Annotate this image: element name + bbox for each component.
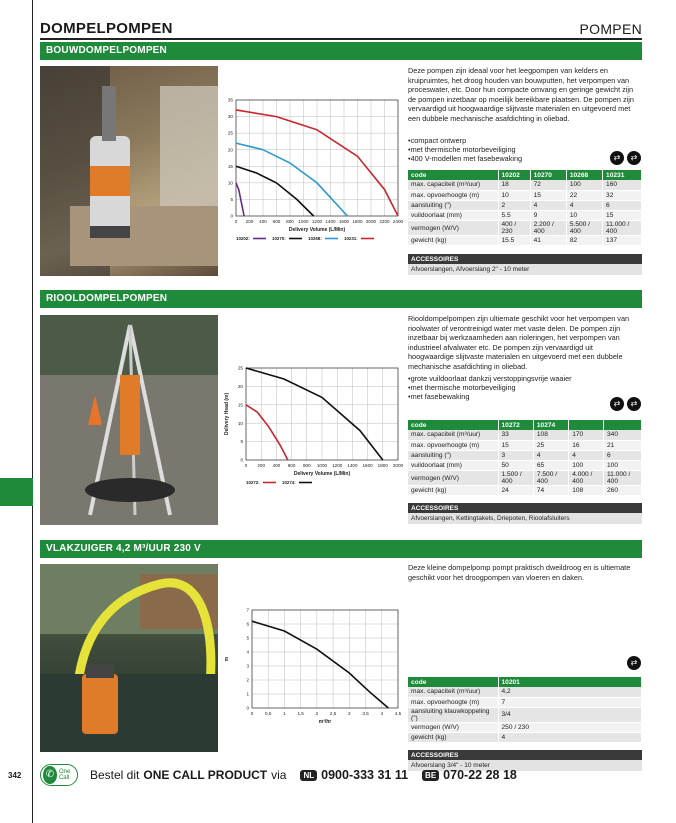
y-axis-label: Delivery Head (m) bbox=[224, 392, 230, 436]
y-tick-label: 0 bbox=[230, 213, 233, 219]
feature-item: • 400 V-modellen met fasebewaking bbox=[408, 154, 608, 163]
x-tick-label: 1200 bbox=[311, 219, 323, 224]
table-cell: 74 bbox=[533, 486, 568, 496]
table-cell: 15.5 bbox=[498, 236, 530, 246]
x-tick-label: 4 bbox=[380, 711, 384, 716]
x-tick-label: 1400 bbox=[347, 463, 358, 468]
legend-label: 10274: bbox=[282, 480, 296, 485]
via-text: via bbox=[271, 768, 287, 782]
table-cell: 250 / 230 bbox=[498, 722, 642, 732]
table-cell: 400 / 230 bbox=[498, 221, 530, 236]
table-cell: 11.000 / 400 bbox=[603, 221, 642, 236]
series-line-10201 bbox=[252, 621, 388, 708]
x-tick-label: 1800 bbox=[352, 219, 363, 224]
x-tick-label: 4,5 bbox=[394, 711, 402, 716]
table-cell: max. capaciteit (m³/uur) bbox=[408, 687, 498, 697]
table-row bbox=[408, 211, 642, 221]
table-cell: 9 bbox=[530, 211, 566, 221]
pump-pictogram-icon: ⇄ bbox=[627, 656, 641, 670]
pictogram-group bbox=[610, 397, 641, 411]
table-row bbox=[408, 471, 642, 486]
x-tick-label: 2 bbox=[315, 711, 319, 716]
pump-pictogram-icon: ⇄ bbox=[610, 397, 624, 411]
x-tick-label: 200 bbox=[257, 463, 266, 468]
table-cell: aansluiting (") bbox=[408, 200, 498, 210]
legend-label: 10268: bbox=[308, 236, 322, 241]
table-cell: 6 bbox=[604, 450, 642, 460]
table-header-cell bbox=[604, 420, 642, 430]
accessories-heading: ACCESSOIRES bbox=[408, 503, 642, 513]
y-tick-label: 10 bbox=[237, 420, 243, 426]
table-cell: gewicht (kg) bbox=[408, 236, 498, 246]
phone-icon: ✆ bbox=[43, 766, 57, 784]
table-cell: 41 bbox=[530, 236, 566, 246]
y-tick-label: 3 bbox=[246, 663, 249, 669]
table-cell: 2 bbox=[498, 200, 530, 210]
table-header-cell: 10270 bbox=[530, 170, 566, 180]
y-tick-label: 20 bbox=[227, 147, 233, 153]
table-cell: gewicht (kg) bbox=[408, 486, 498, 496]
table-cell: 15 bbox=[498, 440, 533, 450]
table-cell: vuildoorlaat (mm) bbox=[408, 461, 498, 471]
table-cell: gewicht (kg) bbox=[408, 733, 498, 743]
y-tick-label: 0 bbox=[246, 705, 249, 711]
order-text: Bestel dit bbox=[90, 768, 140, 782]
table-cell: 100 bbox=[604, 461, 642, 471]
y-tick-label: 30 bbox=[227, 114, 233, 120]
table-cell: max. opvoerhoogte (m) bbox=[408, 697, 498, 707]
feature-list bbox=[408, 374, 608, 401]
table-row bbox=[408, 707, 642, 722]
table-row bbox=[408, 200, 642, 210]
table-cell: 82 bbox=[566, 236, 602, 246]
y-tick-label: 4 bbox=[246, 649, 249, 655]
table-row bbox=[408, 697, 642, 707]
pictogram-group bbox=[627, 656, 641, 670]
table-row bbox=[408, 190, 642, 200]
y-tick-label: 2 bbox=[246, 677, 249, 683]
x-tick-label: 3,5 bbox=[362, 711, 369, 716]
x-tick-label: 2400 bbox=[392, 219, 404, 224]
table-header-cell: code bbox=[408, 420, 498, 430]
table-cell: 10 bbox=[498, 190, 530, 200]
x-tick-label: 2000 bbox=[365, 219, 377, 224]
table-cell: 33 bbox=[498, 430, 533, 440]
table-cell: 5.5 bbox=[498, 211, 530, 221]
series-line-10270 bbox=[236, 166, 314, 216]
legend-label: 10202: bbox=[236, 236, 250, 241]
table-cell: 7.500 / 400 bbox=[533, 471, 568, 486]
x-tick-label: 800 bbox=[302, 463, 311, 468]
table-cell: 22 bbox=[566, 190, 602, 200]
pump-pictogram-icon: ⇄ bbox=[610, 151, 624, 165]
table-cell: vermogen (W/V) bbox=[408, 722, 498, 732]
x-tick-label: 400 bbox=[272, 463, 281, 468]
table-cell: max. capaciteit (m³/uur) bbox=[408, 430, 498, 440]
table-cell: 10 bbox=[566, 211, 602, 221]
table-cell: 108 bbox=[569, 486, 604, 496]
spec-table-bouwdompelpompen bbox=[408, 170, 642, 246]
table-cell: 16 bbox=[569, 440, 604, 450]
x-tick-label: 1000 bbox=[298, 219, 309, 224]
table-cell: max. opvoerhoogte (m) bbox=[408, 190, 498, 200]
table-header-cell: 10272 bbox=[498, 420, 533, 430]
table-cell: 65 bbox=[533, 461, 568, 471]
accessories-list: Afvoerslangen, Afvoerslang 2" - 10 meter bbox=[408, 264, 642, 275]
phone-nl[interactable]: 0900-333 31 11 bbox=[321, 768, 409, 782]
logo-text: One Call bbox=[58, 769, 71, 781]
x-tick-label: 2,5 bbox=[329, 711, 337, 716]
table-row bbox=[408, 236, 642, 246]
y-tick-label: 7 bbox=[246, 607, 249, 613]
page-title: DOMPELPOMPEN bbox=[40, 20, 173, 37]
table-header-cell: 10201 bbox=[498, 677, 642, 687]
accessories-heading: ACCESSOIRES bbox=[408, 254, 642, 264]
legend-label: 10272: bbox=[246, 480, 260, 485]
table-cell: 4,2 bbox=[498, 687, 642, 697]
y-tick-label: 15 bbox=[237, 402, 243, 408]
feature-item: • grote vuildoorlaat dankzij verstoppingsvrije waaier bbox=[408, 374, 608, 383]
section-description: Riooldompelpompen zijn ultiemate geschikt voor het verpompen van rioolwater of verontreinigd water met vaste delen. De pompen zijn inzetbaar bij werkzaamheden aan rioleringen, het verpompen van industrieel afvalwater etc. De pompen zijn vervaardigd uit hoogwaardige slijtvaste materialen en uitgevoerd met een dubbele mechanische asafdichting in oliebad. bbox=[408, 314, 630, 371]
table-row bbox=[408, 221, 642, 236]
y-tick-label: 25 bbox=[227, 130, 233, 136]
section-description: Deze pompen zijn ideaal voor het leegpompen van kelders en kruipruimtes, het droog houden van bouwputten, het verpompen van proceswater, etc. Door hun compacte omvang en geringe gewicht zijn de pompen inzetbaar op moeilijk bereikbare plaatsen. De pompen zijn vervaardigd uit hoogwaardige slijtvaste materialen en uitgevoerd met een dubbele mechanische asafdichting in oliebad. bbox=[408, 66, 634, 123]
x-tick-label: 0,5 bbox=[265, 711, 272, 716]
x-tick-label: 1 bbox=[283, 711, 286, 716]
table-row bbox=[408, 180, 642, 190]
y-tick-label: 10 bbox=[227, 180, 233, 186]
chart-bouwdompelpompen bbox=[222, 94, 404, 254]
spec-table-riooldompelpompen bbox=[408, 420, 642, 496]
table-cell: 24 bbox=[498, 486, 533, 496]
table-header-cell: code bbox=[408, 677, 498, 687]
x-axis-label: Delivery Volume (L/Min) bbox=[293, 471, 351, 477]
table-cell: 2.200 / 400 bbox=[530, 221, 566, 236]
country-code-nl: NL bbox=[300, 770, 317, 781]
table-cell: aansluiting klauwkoppeling (") bbox=[408, 707, 498, 722]
table-row bbox=[408, 440, 642, 450]
x-tick-label: 1,5 bbox=[297, 711, 304, 716]
table-cell: 160 bbox=[603, 180, 642, 190]
y-tick-label: 25 bbox=[237, 365, 243, 371]
section-title-riooldompelpompen: RIOOLDOMPELPOMPEN bbox=[40, 290, 642, 308]
y-tick-label: 15 bbox=[227, 163, 233, 169]
table-cell: 340 bbox=[604, 430, 642, 440]
table-row bbox=[408, 722, 642, 732]
table-cell: 3/4 bbox=[498, 707, 642, 722]
table-row bbox=[408, 733, 642, 743]
x-tick-label: 1600 bbox=[338, 219, 350, 224]
chapter-tab bbox=[0, 478, 33, 506]
x-tick-label: 1200 bbox=[332, 463, 343, 468]
table-row bbox=[408, 450, 642, 460]
table-cell: 4 bbox=[569, 450, 604, 460]
table-cell: 4.000 / 400 bbox=[569, 471, 604, 486]
table-cell: 72 bbox=[530, 180, 566, 190]
table-cell: 4 bbox=[530, 200, 566, 210]
chart-riooldompelpompen bbox=[222, 362, 404, 492]
pictogram-group bbox=[610, 151, 641, 165]
x-tick-label: 1800 bbox=[377, 463, 388, 468]
product-photo-vlakzuiger bbox=[40, 564, 218, 752]
section-description: Deze kleine dompelpomp pompt praktisch dweildroog en is ultiemate geschikt voor het droogpompen van vloeren en daken. bbox=[408, 563, 631, 582]
page-number: 342 bbox=[8, 771, 22, 780]
y-tick-label: 0 bbox=[240, 457, 243, 463]
table-cell: 108 bbox=[533, 430, 568, 440]
table-cell: 4 bbox=[498, 733, 642, 743]
chart-vlakzuiger-svg bbox=[222, 604, 404, 736]
legend-label: 10270: bbox=[272, 236, 286, 241]
table-cell: 7 bbox=[498, 697, 642, 707]
table-header-cell bbox=[569, 420, 604, 430]
header-divider bbox=[40, 38, 642, 40]
y-axis-label: m bbox=[224, 656, 230, 662]
feature-item: • compact ontwerp bbox=[408, 136, 608, 145]
chart-riooldompelpompen-svg bbox=[222, 362, 404, 492]
table-cell: 18 bbox=[498, 180, 530, 190]
pump-pictogram-icon: ⇄ bbox=[627, 397, 641, 411]
table-cell: 100 bbox=[569, 461, 604, 471]
footer bbox=[40, 762, 517, 788]
x-tick-label: 1000 bbox=[316, 463, 328, 468]
x-tick-label: 600 bbox=[272, 219, 281, 224]
y-tick-label: 20 bbox=[237, 384, 243, 389]
table-cell: 100 bbox=[566, 180, 602, 190]
table-cell: vermogen (W/V) bbox=[408, 221, 498, 236]
table-row bbox=[408, 687, 642, 697]
table-cell: 21 bbox=[604, 440, 642, 450]
x-axis-label: m³/hr bbox=[318, 719, 332, 725]
table-cell: 32 bbox=[603, 190, 642, 200]
x-tick-label: 1600 bbox=[362, 463, 373, 468]
table-header-cell: 10231 bbox=[603, 170, 642, 180]
x-tick-label: 2200 bbox=[379, 219, 390, 224]
table-cell: 3 bbox=[498, 450, 533, 460]
plot-frame bbox=[252, 610, 398, 708]
table-cell: 4 bbox=[566, 200, 602, 210]
table-cell: 1.500 / 400 bbox=[498, 471, 533, 486]
y-tick-label: 1 bbox=[246, 691, 249, 697]
product-photo-rioolpomp bbox=[40, 315, 218, 525]
x-tick-label: 0 bbox=[244, 463, 248, 468]
x-axis-label: Delivery Volume (L/Min) bbox=[288, 227, 346, 233]
table-cell: max. capaciteit (m³/uur) bbox=[408, 180, 498, 190]
country-code-be: BE bbox=[422, 770, 439, 781]
table-row bbox=[408, 486, 642, 496]
feature-item: • met thermische motorbeveiliging bbox=[408, 145, 608, 154]
series-line-10272 bbox=[246, 405, 288, 460]
legend-label: 10231: bbox=[344, 236, 358, 241]
table-cell: 260 bbox=[604, 486, 642, 496]
x-tick-label: 400 bbox=[259, 219, 267, 224]
table-cell: vermogen (W/V) bbox=[408, 471, 498, 486]
left-margin-bar bbox=[0, 0, 33, 823]
x-tick-label: 2000 bbox=[392, 463, 404, 468]
y-tick-label: 35 bbox=[227, 97, 233, 103]
accessories-list: Afvoerslangen, Kettingtakels, Driepoten, Rioolafsluiters bbox=[408, 513, 642, 524]
spec-table-vlakzuiger bbox=[408, 677, 642, 743]
x-tick-label: 0 bbox=[250, 711, 254, 716]
x-tick-label: 0 bbox=[234, 219, 238, 224]
feature-item: • met thermische motorbeveiliging bbox=[408, 383, 608, 392]
pump-pictogram-icon: ⇄ bbox=[627, 151, 641, 165]
series-line-10274 bbox=[246, 368, 383, 460]
y-tick-label: 5 bbox=[230, 197, 233, 203]
table-cell: 15 bbox=[603, 211, 642, 221]
table-cell: 137 bbox=[603, 236, 642, 246]
table-cell: 25 bbox=[533, 440, 568, 450]
x-tick-label: 800 bbox=[286, 219, 294, 224]
table-cell: 5.500 / 400 bbox=[566, 221, 602, 236]
chart-bouwdompelpompen-svg bbox=[222, 94, 404, 254]
product-text: ONE CALL PRODUCT bbox=[143, 768, 268, 782]
table-row bbox=[408, 430, 642, 440]
table-cell: 6 bbox=[603, 200, 642, 210]
y-tick-label: 6 bbox=[246, 621, 249, 627]
x-tick-label: 3 bbox=[348, 711, 351, 716]
table-cell: vuildoorlaat (mm) bbox=[408, 211, 498, 221]
one-call-logo bbox=[40, 764, 78, 786]
section-title-vlakzuiger: VLAKZUIGER 4,2 M³/UUR 230 V bbox=[40, 540, 642, 558]
table-cell: aansluiting (") bbox=[408, 450, 498, 460]
table-cell: 4 bbox=[533, 450, 568, 460]
table-cell: 11.000 / 400 bbox=[604, 471, 642, 486]
feature-list bbox=[408, 136, 608, 163]
table-cell: 50 bbox=[498, 461, 533, 471]
y-tick-label: 5 bbox=[246, 635, 249, 641]
table-header-cell: 10202 bbox=[498, 170, 530, 180]
x-tick-label: 200 bbox=[245, 219, 254, 224]
table-header-cell: 10268 bbox=[566, 170, 602, 180]
x-tick-label: 1400 bbox=[325, 219, 336, 224]
table-cell: max. opvoerhoogte (m) bbox=[408, 440, 498, 450]
table-cell: 170 bbox=[569, 430, 604, 440]
table-cell: 15 bbox=[530, 190, 566, 200]
table-header-cell: code bbox=[408, 170, 498, 180]
chart-vlakzuiger bbox=[222, 604, 404, 736]
x-tick-label: 600 bbox=[287, 463, 296, 468]
phone-be[interactable]: 070-22 28 18 bbox=[443, 768, 517, 782]
section-title-bouwdompelpompen: BOUWDOMPELPOMPEN bbox=[40, 42, 642, 60]
accessories-heading: ACCESSOIRES bbox=[408, 750, 642, 760]
accessories-list: Afvoerslang 3/4" - 10 meter bbox=[408, 760, 642, 771]
table-header-cell: 10274 bbox=[533, 420, 568, 430]
page-category: POMPEN bbox=[579, 21, 642, 37]
y-tick-label: 5 bbox=[240, 439, 243, 445]
product-photo-bouwpomp bbox=[40, 66, 218, 276]
feature-item: • met fasebewaking bbox=[408, 392, 608, 401]
table-row bbox=[408, 461, 642, 471]
